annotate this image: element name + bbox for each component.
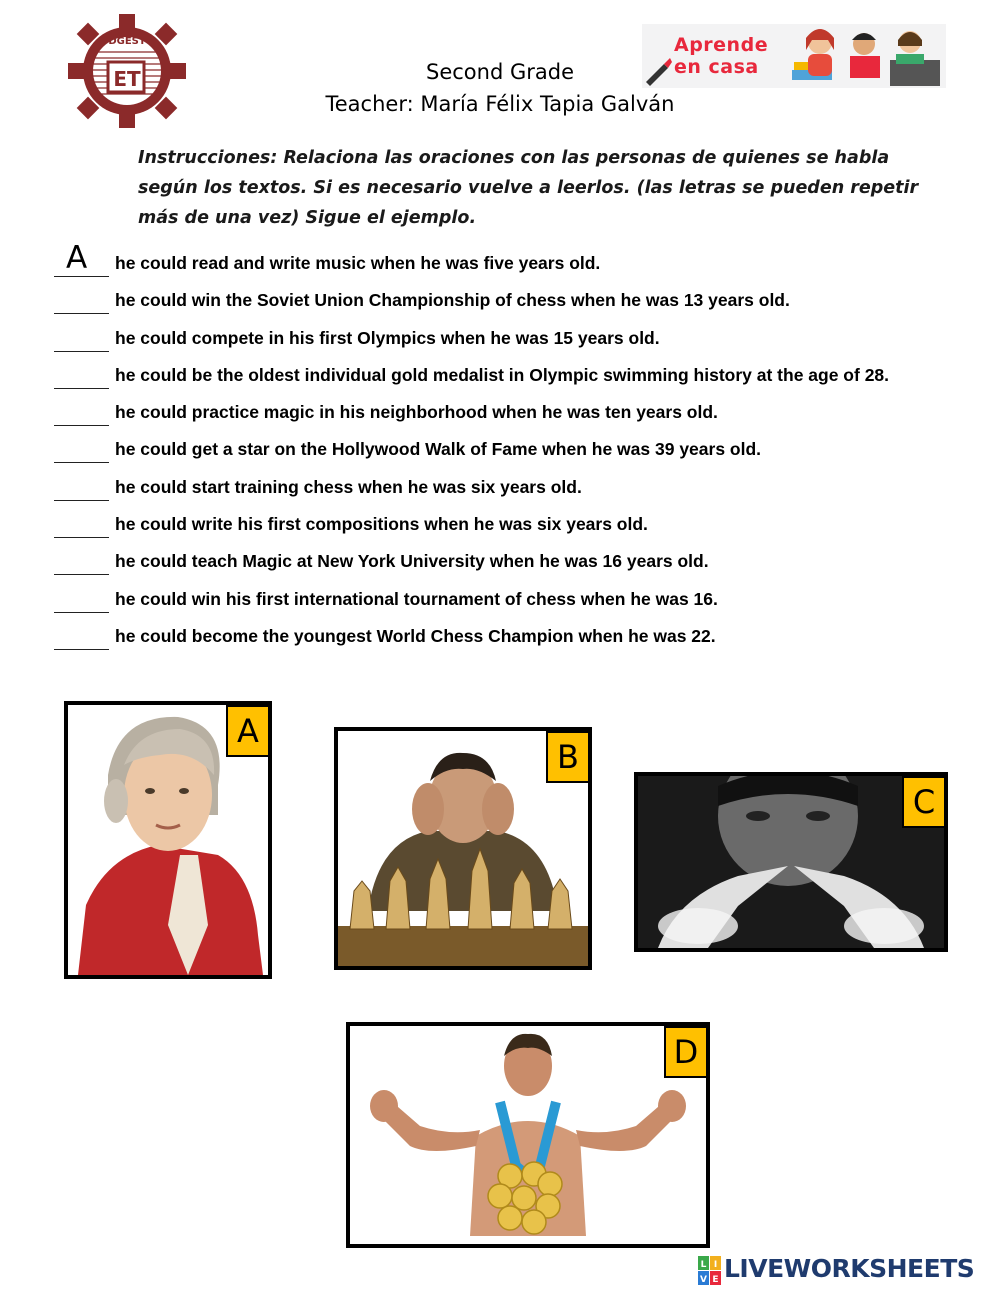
brand-name[interactable]: LIVEWORKSHEETS (724, 1254, 975, 1283)
sentence-row (54, 619, 994, 656)
answer-blank[interactable] (54, 482, 109, 501)
aprende-en-casa-banner (642, 24, 946, 88)
liveworksheets-footer (698, 1254, 998, 1286)
liveworksheets-logo-icon (698, 1256, 722, 1286)
banner-line-1: Aprende (674, 34, 769, 56)
sentence-row (54, 544, 994, 581)
instructions-text: Instrucciones: Relaciona las oraciones con las personas de quienes se habla según los textos. Si es necesario vuelve a leerlos. (las letras se pueden repetir más de una vez) Sigue el ejemplo. (138, 148, 919, 228)
svg-text:I: I (713, 1260, 718, 1270)
sentence-text: he could start training chess when he was six years old. (115, 476, 582, 497)
gear-seal-icon (66, 12, 188, 130)
pencil-icon (642, 24, 672, 88)
answer-blank[interactable] (54, 370, 109, 389)
picture-label-a: A (226, 705, 270, 757)
sentence-text: he could be the oldest individual gold medalist in Olympic swimming history at the age of 28. (115, 364, 890, 385)
sentence-text: he could write his first compositions when he was six years old. (115, 514, 648, 535)
sentence-row (54, 358, 994, 395)
svg-text:V: V (700, 1275, 707, 1285)
answer-blank[interactable] (54, 295, 109, 314)
answer-blank[interactable] (54, 407, 109, 426)
sentence-text: he could compete in his first Olympics when he was 15 years old. (115, 327, 660, 348)
sentence-list (54, 240, 994, 656)
sentence-row (54, 432, 994, 469)
picture-label-d: D (664, 1026, 708, 1078)
picture-card-d (346, 1022, 710, 1248)
picture-card-a (64, 701, 272, 979)
svg-text:DGEST: DGEST (108, 36, 146, 47)
picture-label-c: C (902, 776, 946, 828)
sentence-row (54, 507, 994, 544)
answer-blank[interactable] (54, 631, 109, 650)
magician-icon (638, 776, 944, 948)
picture-card-c (634, 772, 948, 952)
answer-blank[interactable] (54, 333, 109, 352)
svg-text:L: L (700, 1260, 707, 1270)
picture-card-b (334, 727, 592, 970)
sentence-row (54, 321, 994, 358)
sentence-text: he could teach Magic at New York University when he was 16 years old. (115, 551, 709, 572)
sentence-row (54, 582, 994, 619)
answer-blank[interactable] (54, 556, 109, 575)
page-title: Second Grade (426, 60, 574, 84)
teacher-name: Teacher: María Félix Tapia Galván (325, 92, 675, 116)
sentence-row (54, 395, 994, 432)
banner-line-2: en casa (674, 56, 759, 78)
answer-blank[interactable] (54, 594, 109, 613)
sentence-text: he could win the Soviet Union Championship of chess when he was 13 years old. (115, 290, 790, 311)
sentence-row (54, 240, 994, 283)
sentence-text: he could win his first international tournament of chess when he was 16. (115, 588, 718, 609)
sentence-text: he could become the youngest World Chess Champion when he was 22. (115, 625, 716, 646)
school-logo (66, 12, 188, 130)
sentence-row (54, 283, 994, 320)
picture-label-b: B (546, 731, 590, 783)
answer-letter: A (66, 240, 88, 276)
svg-text:E: E (712, 1275, 719, 1285)
answer-blank[interactable] (54, 444, 109, 463)
sentence-text: he could practice magic in his neighborhood when he was ten years old. (115, 402, 718, 423)
sentence-text: he could get a star on the Hollywood Walk of Fame when he was 39 years old. (115, 439, 762, 460)
answer-blank[interactable] (54, 519, 109, 538)
sentence-row (54, 470, 994, 507)
kids-illustration-icon (792, 24, 946, 88)
swimmer-medals-icon (350, 1026, 706, 1244)
svg-text:ET: ET (113, 67, 141, 91)
sentence-text: he could read and write music when he was five years old. (115, 253, 601, 273)
